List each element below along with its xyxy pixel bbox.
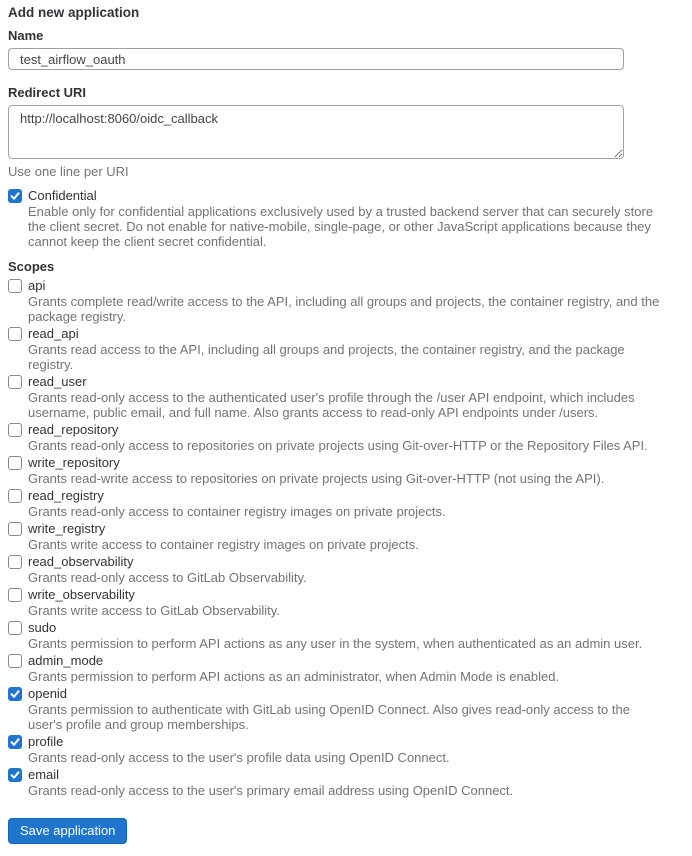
scope-description: Grants complete read/write access to the API, including all groups and projects, the container registry, and the package registry.	[28, 294, 660, 324]
read_api-label[interactable]: read_api	[28, 326, 79, 341]
scope-description: Grants read-write access to repositories on private projects using Git-over-HTTP (not using the API).	[28, 471, 605, 486]
scope-description: Grants read-only access to the user's primary email address using OpenID Connect.	[28, 783, 514, 798]
scope-description: Grants permission to perform API actions as an administrator, when Admin Mode is enabled.	[28, 669, 560, 684]
write_observability-label[interactable]: write_observability	[28, 587, 135, 602]
read_repository-checkbox[interactable]	[8, 423, 22, 437]
email-checkbox[interactable]	[8, 768, 22, 782]
check-icon	[10, 191, 20, 201]
scope-description: Grants permission to authenticate with GitLab using OpenID Connect. Also gives read-only access to the user's profile and group memberships.	[28, 702, 630, 732]
confidential-label[interactable]: Confidential	[28, 188, 97, 203]
read_observability-label[interactable]: read_observability	[28, 554, 134, 569]
write_repository-checkbox[interactable]	[8, 456, 22, 470]
scopes-list	[8, 278, 684, 798]
read_repository-label[interactable]: read_repository	[28, 422, 119, 437]
scope-item	[8, 653, 684, 684]
profile-checkbox[interactable]	[8, 735, 22, 749]
check-icon	[10, 737, 20, 747]
scope-description: Grants read access to the API, including all groups and projects, the container registry, and the package registry.	[28, 342, 625, 372]
write_observability-checkbox[interactable]	[8, 588, 22, 602]
openid-label[interactable]: openid	[28, 686, 68, 701]
email-label[interactable]: email	[28, 767, 60, 782]
save-application-button[interactable]: Save application	[8, 818, 127, 844]
scope-item	[8, 767, 684, 798]
read_registry-label[interactable]: read_registry	[28, 488, 104, 503]
scope-description: Grants write access to GitLab Observability.	[28, 603, 280, 618]
name-label: Name	[8, 28, 44, 43]
scope-description: Grants read-only access to repositories on private projects using Git-over-HTTP or the Repository Files API.	[28, 438, 648, 453]
redirect-uri-field-group	[8, 85, 684, 179]
scope-description: Grants read-only access to the user's profile data using OpenID Connect.	[28, 750, 450, 765]
redirect-uri-textarea[interactable]	[8, 105, 624, 159]
write_repository-label[interactable]: write_repository	[28, 455, 120, 470]
name-input[interactable]	[8, 48, 624, 70]
name-field-group	[8, 28, 684, 70]
redirect-uri-label: Redirect URI	[8, 85, 87, 100]
read_registry-checkbox[interactable]	[8, 489, 22, 503]
scope-description: Grants write access to container registry images on private projects.	[28, 537, 419, 552]
profile-label[interactable]: profile	[28, 734, 64, 749]
read_user-checkbox[interactable]	[8, 375, 22, 389]
scope-item	[8, 488, 684, 519]
page-title: Add new application	[8, 5, 140, 20]
check-icon	[10, 770, 20, 780]
read_api-checkbox[interactable]	[8, 327, 22, 341]
scope-item	[8, 374, 684, 420]
api-label[interactable]: api	[28, 278, 46, 293]
write_registry-label[interactable]: write_registry	[28, 521, 106, 536]
sudo-label[interactable]: sudo	[28, 620, 57, 635]
scope-description: Grants read-only access to GitLab Observability.	[28, 570, 307, 585]
admin_mode-checkbox[interactable]	[8, 654, 22, 668]
redirect-uri-help: Use one line per URI	[8, 164, 129, 179]
scope-description: Grants read-only access to the authenticated user's profile through the /user API endpoint, which includes username, public email, and full name. Also grants access to read-only API endpoints under /users.	[28, 390, 635, 420]
scope-item	[8, 521, 684, 552]
scope-item	[8, 326, 684, 372]
scope-item	[8, 587, 684, 618]
api-checkbox[interactable]	[8, 279, 22, 293]
scopes-heading: Scopes	[8, 259, 55, 274]
write_registry-checkbox[interactable]	[8, 522, 22, 536]
read_observability-checkbox[interactable]	[8, 555, 22, 569]
scope-item	[8, 734, 684, 765]
scope-item	[8, 620, 684, 651]
scope-description: Grants permission to perform API actions as any user in the system, when authenticated as an admin user.	[28, 636, 643, 651]
openid-checkbox[interactable]	[8, 687, 22, 701]
scope-item	[8, 554, 684, 585]
scope-item	[8, 422, 684, 453]
admin_mode-label[interactable]: admin_mode	[28, 653, 104, 668]
read_user-label[interactable]: read_user	[28, 374, 87, 389]
scope-item	[8, 455, 684, 486]
scope-item	[8, 686, 684, 732]
confidential-description: Enable only for confidential applications exclusively used by a trusted backend server that can securely store the client secret. Do not enable for native-mobile, single-page, or other JavaScript applications because they cannot keep the client secret confidential.	[28, 204, 654, 249]
confidential-checkbox[interactable]	[8, 189, 22, 203]
confidential-group	[8, 188, 684, 249]
scope-description: Grants read-only access to container registry images on private projects.	[28, 504, 446, 519]
check-icon	[10, 689, 20, 699]
scope-item	[8, 278, 684, 324]
sudo-checkbox[interactable]	[8, 621, 22, 635]
